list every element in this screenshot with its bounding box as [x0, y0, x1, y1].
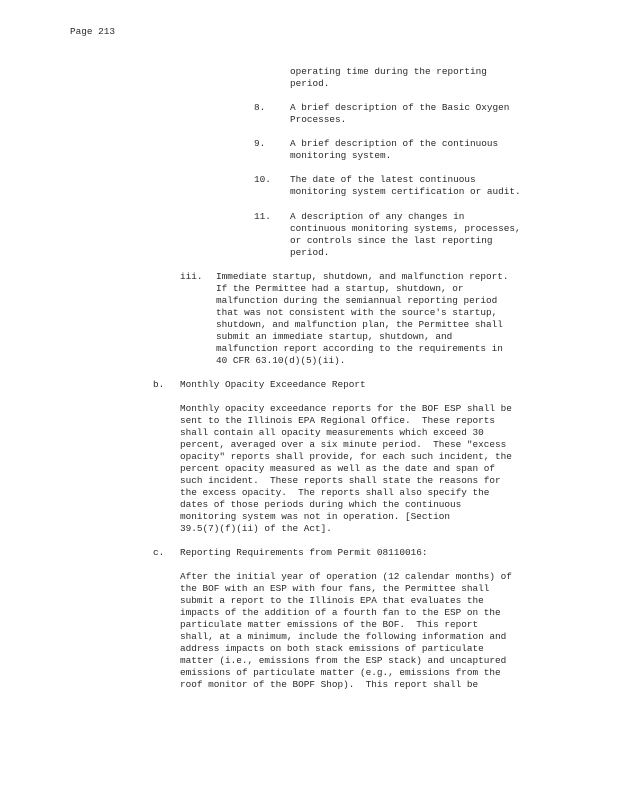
text-line: monitoring system was not in operation. [Section — [180, 511, 451, 522]
text-line: shutdown, and malfunction plan, the Permittee shall — [216, 319, 503, 330]
item-number: 9. — [254, 138, 266, 149]
text-line: dates of those periods during which the continuous — [180, 499, 462, 510]
text-line: such incident. These reports shall state the reasons for — [180, 475, 501, 486]
text-line: continuous monitoring systems, processes, — [290, 223, 521, 234]
text-line: A brief description of the Basic Oxygen — [290, 102, 510, 113]
text-line: 40 CFR 63.10(d)(5)(ii). — [216, 355, 346, 366]
text-line: monitoring system certification or audit. — [290, 186, 521, 197]
text-line: The date of the latest continuous — [290, 174, 476, 185]
item-number: 10. — [254, 174, 271, 185]
item-number: 11. — [254, 211, 271, 222]
text-line: Processes. — [290, 114, 347, 125]
text-line: sent to the Illinois EPA Regional Office. These reports — [180, 415, 496, 426]
page-number: Page 213 — [70, 26, 116, 37]
text-line: roof monitor of the BOPF Shop). This report shall be — [180, 679, 479, 690]
text-line: the excess opacity. The reports shall also specify the — [180, 487, 490, 498]
text-line: If the Permittee had a startup, shutdown, or — [216, 283, 464, 294]
text-line: impacts of the addition of a fourth fan to the ESP on the — [180, 607, 501, 618]
text-line: address impacts on both stack emissions of particulate — [180, 643, 484, 654]
text-line: Monthly opacity exceedance reports for the BOF ESP shall be — [180, 403, 512, 414]
text-line: particulate matter emissions of the BOF. This report — [180, 619, 479, 630]
text-line: shall, at a minimum, include the following information and — [180, 631, 507, 642]
text-line: malfunction during the semiannual reporting period — [216, 295, 498, 306]
text-line: A brief description of the continuous — [290, 138, 499, 149]
section-number: iii. — [180, 271, 203, 282]
text-line: monitoring system. — [290, 150, 392, 161]
text-line: After the initial year of operation (12 calendar months) of — [180, 571, 512, 582]
text-line: A description of any changes in — [290, 211, 465, 222]
section-heading: Monthly Opacity Exceedance Report — [180, 379, 366, 390]
text-line: percent opacity measured as well as the date and span of — [180, 463, 496, 474]
text-line: malfunction report according to the requirements in — [216, 343, 503, 354]
text-line: 39.5(7)(f)(ii) of the Act]. — [180, 523, 332, 534]
text-line: matter (i.e., emissions from the ESP stack) and uncaptured — [180, 655, 507, 666]
text-line: emissions of particulate matter (e.g., emissions from the — [180, 667, 501, 678]
text-line: or controls since the last reporting — [290, 235, 493, 246]
section-letter: c. — [153, 547, 165, 558]
text-line: the BOF with an ESP with four fans, the Permittee shall — [180, 583, 490, 594]
item-number: 8. — [254, 102, 266, 113]
text-line: percent, averaged over a six minute period. These "excess — [180, 439, 507, 450]
section-letter: b. — [153, 379, 165, 390]
text-line: operating time during the reporting — [290, 66, 487, 77]
text-line: submit an immediate startup, shutdown, and — [216, 331, 453, 342]
text-line: that was not consistent with the source's startup, — [216, 307, 498, 318]
text-line: period. — [290, 247, 330, 258]
text-line: Immediate startup, shutdown, and malfunction report. — [216, 271, 509, 282]
text-line: period. — [290, 78, 330, 89]
section-heading: Reporting Requirements from Permit 08110016: — [180, 547, 428, 558]
text-line: opacity" reports shall provide, for each such incident, the — [180, 451, 512, 462]
text-line: submit a report to the Illinois EPA that evaluates the — [180, 595, 484, 606]
text-line: shall contain all opacity measurements which exceed 30 — [180, 427, 484, 438]
